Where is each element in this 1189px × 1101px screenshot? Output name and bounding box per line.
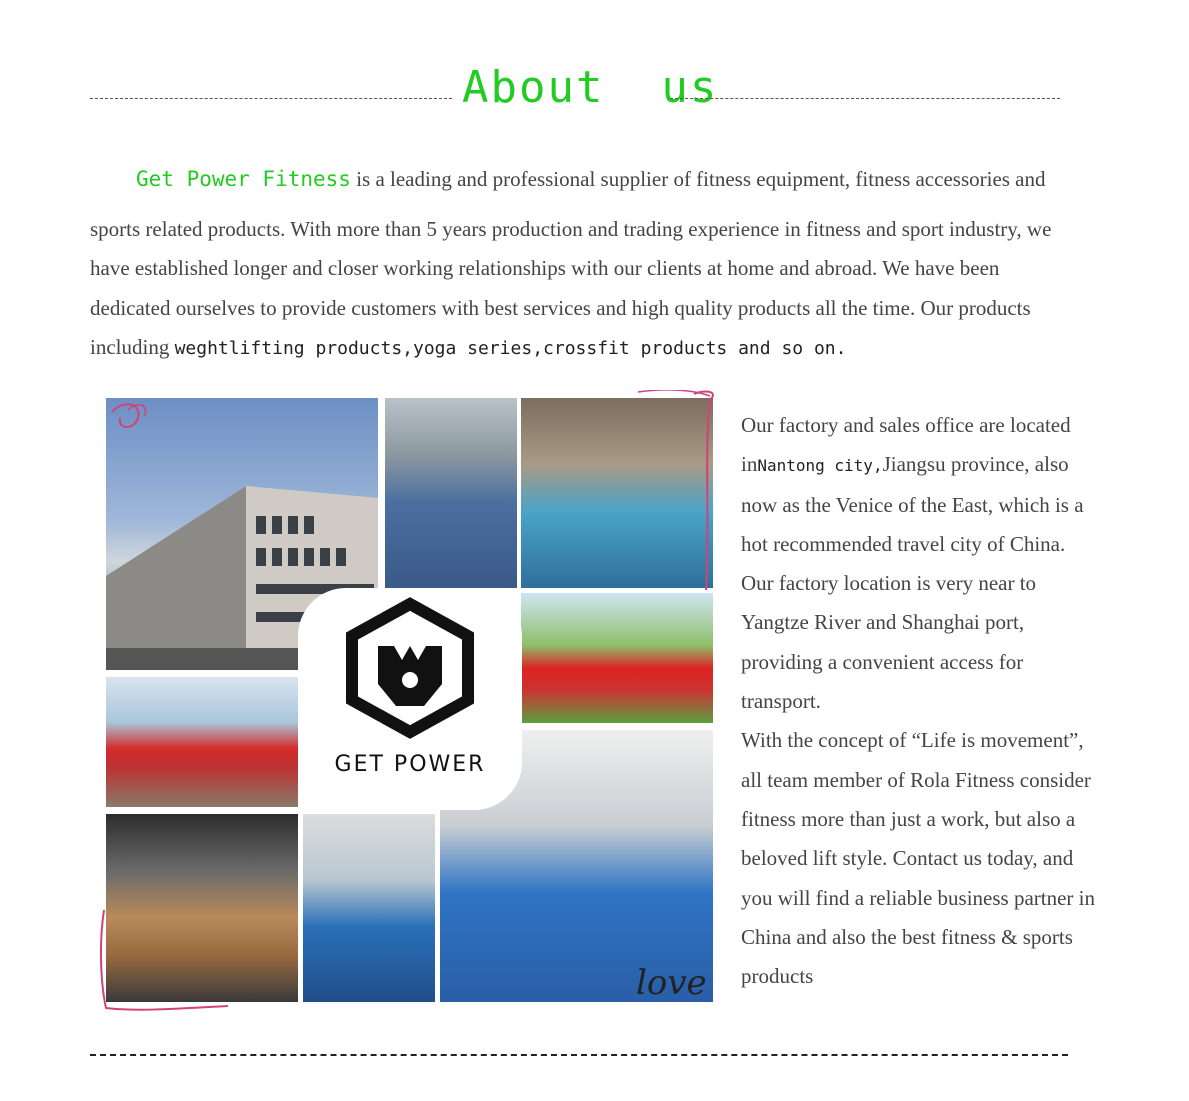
factory-location-text-b: Jiangsu province, also now as the Venice of the East, which is a hot recommended travel city of China. Our factory location is very near to Yangtze River and Shanghai port, providing a convenient access for transport. <box>741 452 1084 714</box>
logo-text: GET POWER <box>334 752 486 777</box>
signature-text: love <box>636 963 707 1003</box>
warehouse-storage-photo <box>106 814 298 1002</box>
right-text-column <box>741 406 1101 996</box>
logo-card <box>298 588 522 810</box>
concept-paragraph: With the concept of “Life is movement”, all team member of Rola Fitness consider fitness more than just a work, but also a beloved lift style. Contact us today, and you will find a reliable business partner in China and also the best fitness & sports products <box>741 728 1095 989</box>
intro-line1-text: is a leading and professional supplier of fitness equipment, fitness accessories and <box>350 167 1046 191</box>
team-photo-outdoor <box>521 593 713 723</box>
brand-name: Get Power Fitness <box>136 167 351 191</box>
team-photo-temple <box>521 398 713 588</box>
factory-location-paragraph <box>741 406 1101 721</box>
intro-products-text: weghtlifting products,yoga series,crossfit products and so on. <box>174 338 847 359</box>
get-power-logo-icon <box>298 588 522 748</box>
footer-divider <box>90 1054 1068 1056</box>
team-photo-beach <box>106 677 298 807</box>
intro-first-line <box>90 160 1080 200</box>
header-divider-left <box>90 98 452 99</box>
factory-location-text-a: Our factory and sales office are located in <box>741 413 1071 477</box>
photo-collage <box>104 396 716 1006</box>
intro-body-text: sports related products. With more than 5 years production and trading experience in fitness and sport industry, we have established longer and closer working relationships with our clients at home and abroad. We have been dedicated ourselves to provide customers with best services and high quality products all the time. Our products including <box>90 216 1052 359</box>
production-line-photo <box>385 398 517 588</box>
city-name: Nantong city, <box>757 456 883 476</box>
page-title: About us <box>462 62 719 113</box>
intro-paragraph <box>90 160 1080 369</box>
header-divider-right <box>670 98 1060 99</box>
assembly-line-photo <box>303 814 435 1002</box>
